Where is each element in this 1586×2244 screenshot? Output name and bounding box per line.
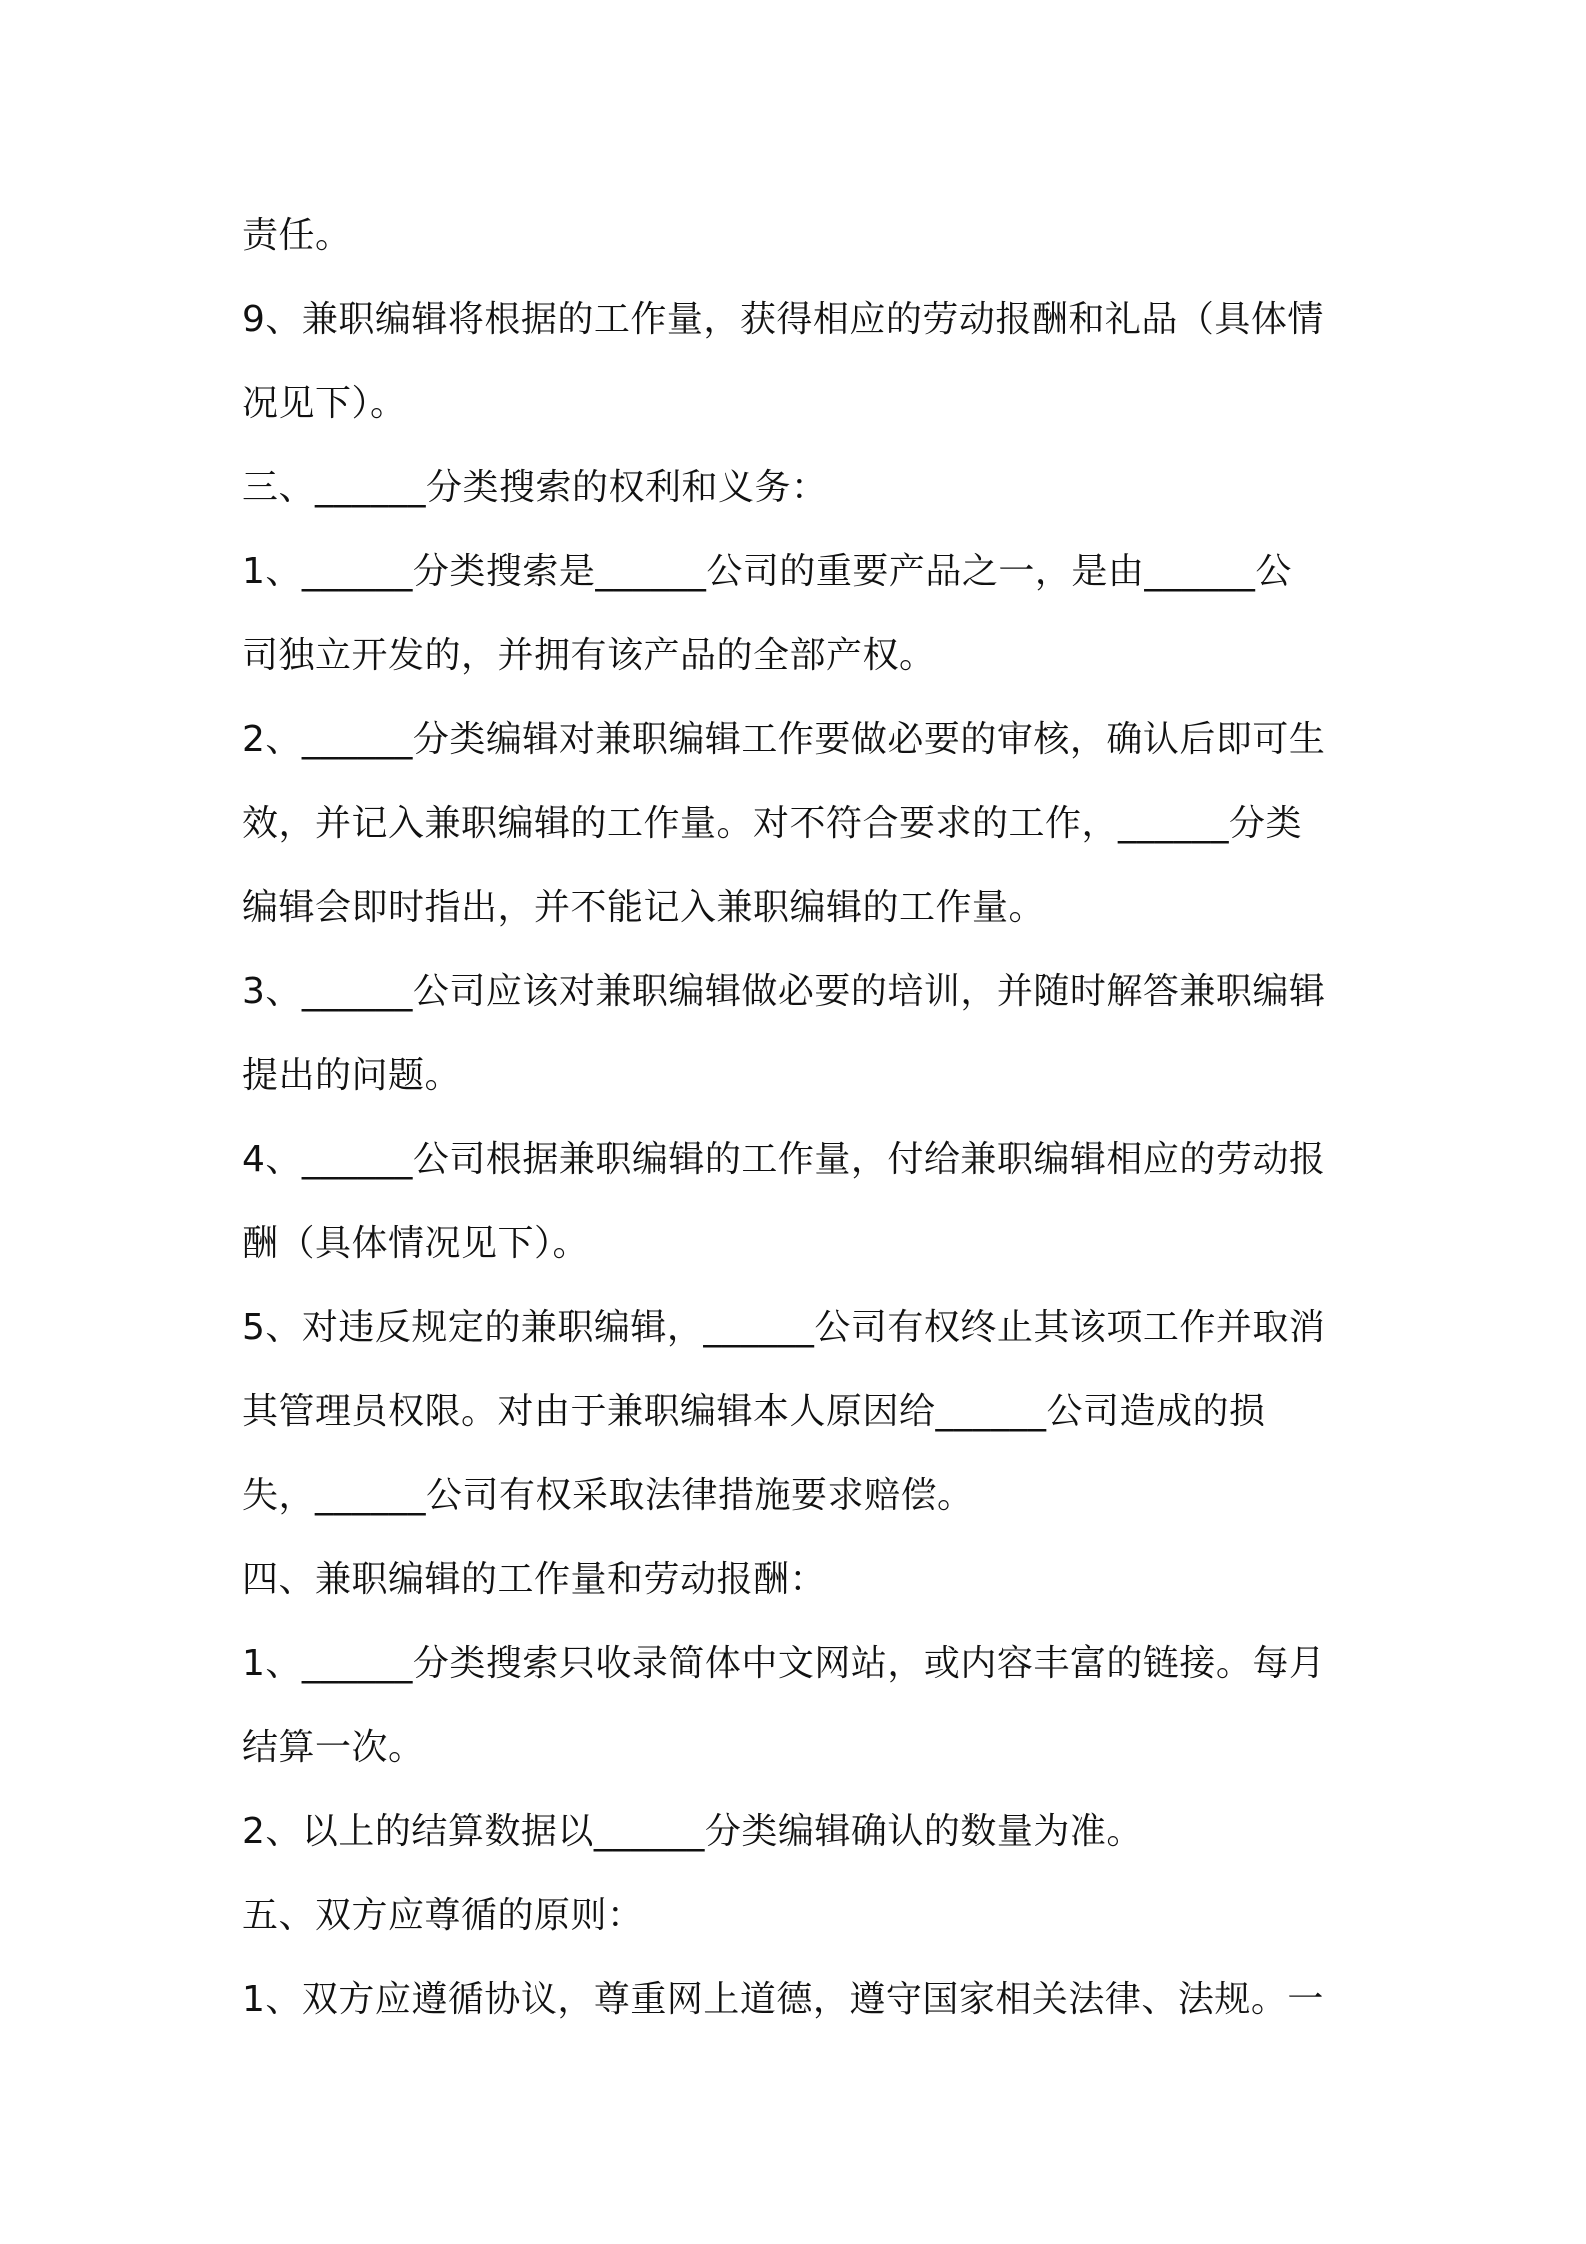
text-line: 1、______分类搜索只收录简体中文网站，或内容丰富的链接。每月 (242, 1643, 1326, 1684)
text-line: 3、______公司应该对兼职编辑做必要的培训，并随时解答兼职编辑 (242, 971, 1326, 1012)
text-line: 编辑会即时指出，并不能记入兼职编辑的工作量。 (242, 887, 1046, 928)
text-line: 1、______分类搜索是______公司的重要产品之一，是由______公 (242, 551, 1292, 592)
text-line: 况见下）。 (242, 383, 407, 424)
section-heading: 五、双方应尊循的原则： (242, 1895, 644, 1936)
text-line: 提出的问题。 (242, 1055, 462, 1096)
text-line: 4、______公司根据兼职编辑的工作量，付给兼职编辑相应的劳动报 (242, 1139, 1326, 1180)
text-line: 司独立开发的，并拥有该产品的全部产权。 (242, 635, 936, 676)
text-line: 5、对违反规定的兼职编辑，______公司有权终止其该项工作并取消 (242, 1307, 1326, 1348)
text-line: 结算一次。 (242, 1727, 425, 1768)
text-line: 效，并记入兼职编辑的工作量。对不符合要求的工作，______分类 (242, 803, 1303, 844)
text-line: 9、兼职编辑将根据的工作量，获得相应的劳动报酬和礼品（具体情 (242, 299, 1324, 340)
text-line: 1、双方应遵循协议，尊重网上道德，遵守国家相关法律、法规。一 (242, 1979, 1324, 2020)
document-body (242, 194, 1362, 2042)
text-line: 酬（具体情况见下）。 (242, 1223, 590, 1264)
section-heading: 三、______分类搜索的权利和义务： (242, 467, 828, 508)
text-line: 2、以上的结算数据以______分类编辑确认的数量为准。 (242, 1811, 1143, 1852)
section-heading: 四、兼职编辑的工作量和劳动报酬： (242, 1559, 827, 1600)
text-line: 其管理员权限。对由于兼职编辑本人原因给______公司造成的损 (242, 1391, 1266, 1432)
text-line: 责任。 (242, 215, 352, 256)
text-line: 失，______公司有权采取法律措施要求赔偿。 (242, 1475, 974, 1516)
text-line: 2、______分类编辑对兼职编辑工作要做必要的审核，确认后即可生 (242, 719, 1326, 760)
